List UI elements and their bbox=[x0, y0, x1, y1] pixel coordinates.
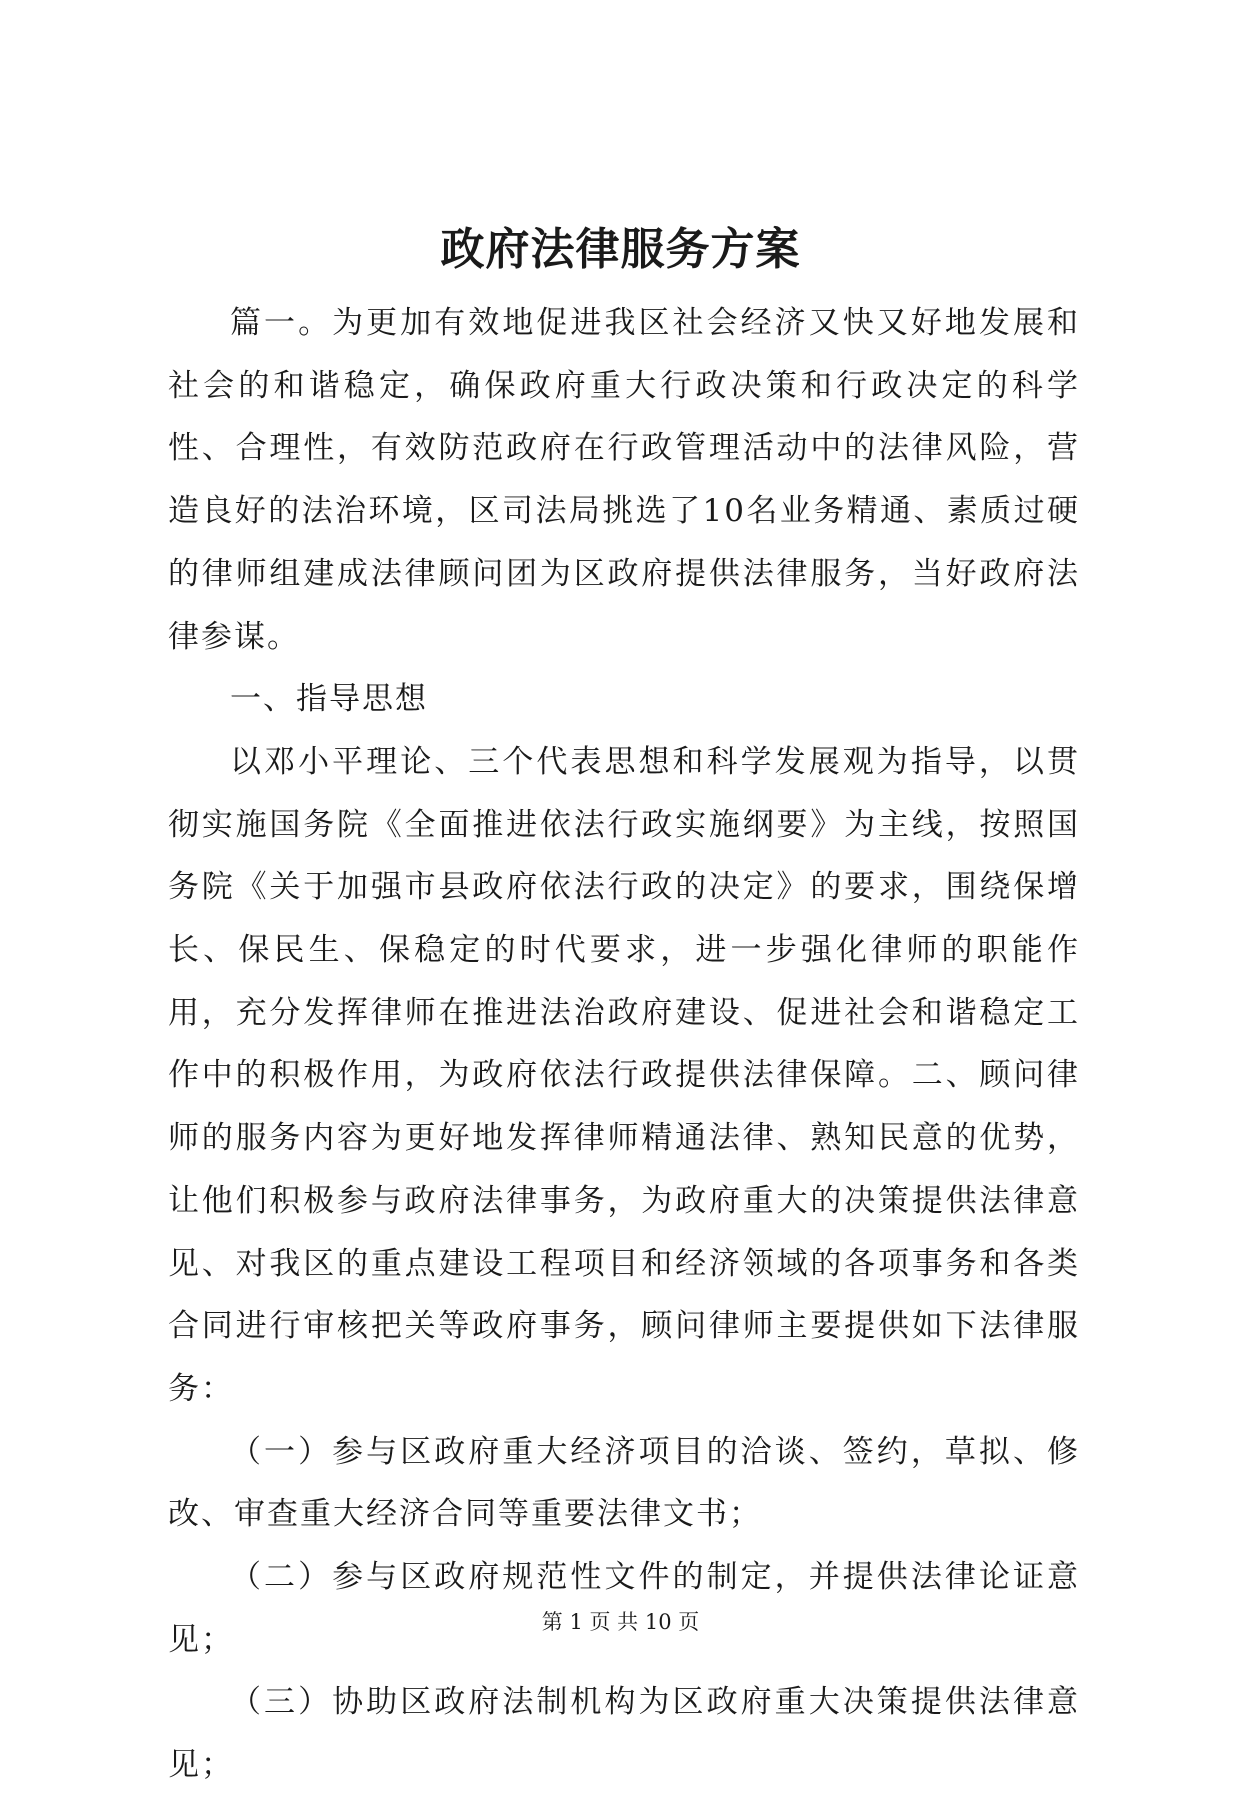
paragraph-guiding-ideology: 以邓小平理论、三个代表思想和科学发展观为指导，以贯彻实施国务院《全面推进依法行政实施纲要》为主线，按照国务院《关于加强市县政府依法行政的决定》的要求，围绕保增长、保民生、保稳定的时代要求，进一步强化律师的职能作用，充分发挥律师在推进法治政府建设、促进社会和谐稳定工作中的积极作用，为政府依法行政提供法律保障。二、顾问律师的服务内容为更好地发挥律师精通法律、熟知民意的优势，让他们积极参与政府法律事务，为政府重大的决策提供法律意见、对我区的重点建设工程项目和经济领域的各项事务和各类合同进行审核把关等政府事务，顾问律师主要提供如下法律服务： bbox=[168, 743, 1080, 1407]
paragraph-service-item-2: （二）参与区政府规范性文件的制定，并提供法律论证意见； bbox=[168, 1559, 1080, 1658]
paragraph-service-item-3: （三）协助区政府法制机构为区政府重大决策提供法律意见； bbox=[168, 1684, 1080, 1784]
page-number-footer: 第 1 页 共 10 页 bbox=[541, 1610, 700, 1634]
paragraph-intro: 篇一。为更加有效地促进我区社会经济又快又好地发展和社会的和谐稳定，确保政府重大行政决策和行政决定的科学性、合理性，有效防范政府在行政管理活动中的法律风险，营造良好的法治环境，区司法局挑选了10名业务精通、素质过硬的律师组建成法律顾问团为区政府提供法律服务，当好政府法律参谋。 bbox=[168, 305, 1080, 655]
document-body bbox=[168, 292, 1080, 1797]
document-title: 政府法律服务方案 bbox=[440, 224, 801, 275]
paragraph-service-item-1: （一）参与区政府重大经济项目的洽谈、签约，草拟、修改、审查重大经济合同等重要法律文书； bbox=[168, 1433, 1080, 1533]
paragraph-heading-guiding-ideology: 一、指导思想 bbox=[230, 681, 428, 718]
